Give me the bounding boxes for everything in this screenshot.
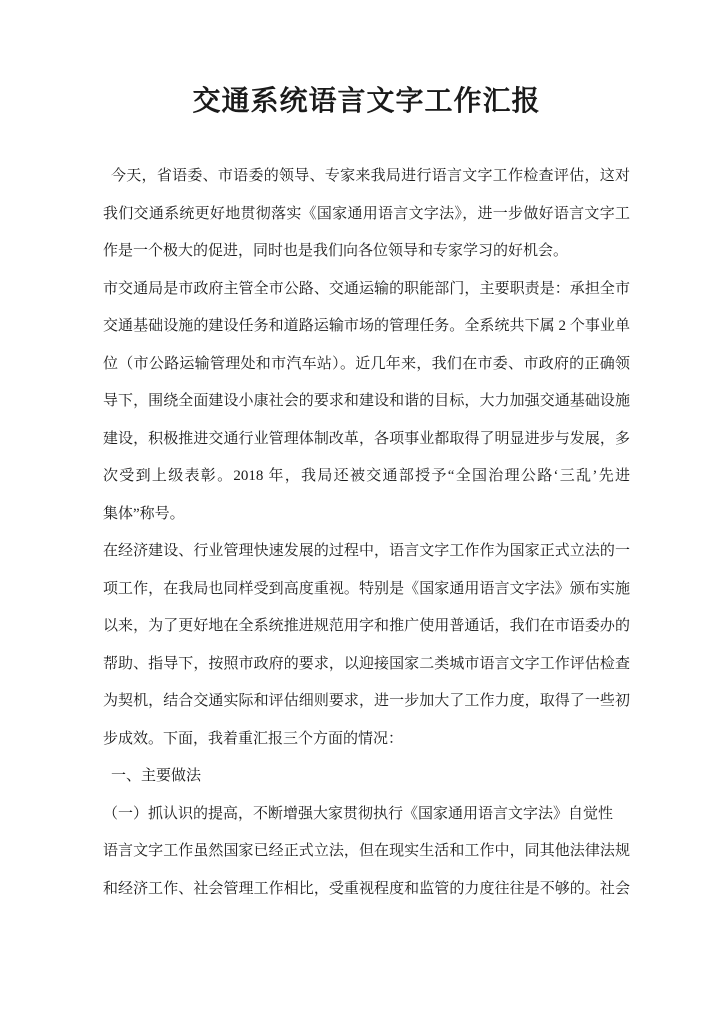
subsection-heading: （一）抓认识的提高，不断增强大家贯彻执行《国家通用语言文字法》自觉性 (103, 805, 614, 822)
body-line: 次受到上级表彰。2018 年，我局还被交通部授予“全国治理公路‘三乱’先进 (103, 468, 630, 484)
body-line: 帮助、指导下，按照市政府的要求，以迎接国家二类城市语言文字工作评估检查 (103, 655, 630, 672)
body-line: 步成效。下面，我着重汇报三个方面的情况： (103, 730, 404, 747)
body-line: 项工作，在我局也同样受到高度重视。特别是《国家通用语言文字法》颁布实施 (103, 580, 630, 597)
body-line: 作是一个极大的促进，同时也是我们向各位领导和专家学习的好机会。 (103, 243, 569, 259)
body-line: 集体”称号。 (103, 505, 185, 522)
body-line: 交通基础设施的建设任务和道路运输市场的管理任务。全系统共下属 2 个事业单 (103, 318, 630, 334)
section-heading: 一、主要做法 (111, 768, 202, 784)
body-line: 导下，围绕全面建设小康社会的要求和建设和谐的目标，大力加强交通基础设施 (103, 393, 630, 409)
body-line: 为契机，结合交通实际和评估细则要求，进一步加大了工作力度，取得了一些初 (103, 693, 630, 709)
body-line: 以来，为了更好地在全系统推进规范用字和推广使用普通话，我们在市语委办的 (103, 618, 630, 634)
document-title: 交通系统语言文字工作汇报 (192, 86, 541, 117)
body-line: 和经济工作、社会管理工作相比，受重视程度和监管的力度往往是不够的。社会 (103, 880, 630, 897)
body-line: 位（市公路运输管理处和市汽车站）。近几年来，我们在市委、市政府的正确领 (103, 355, 630, 372)
body-line: 建设，积极推进交通行业管理体制改革，各项事业都取得了明显进步与发展，多 (103, 430, 630, 447)
body-line: 我们交通系统更好地贯彻落实《国家通用语言文字法》，进一步做好语言文字工 (103, 205, 630, 222)
body-line: 今天，省语委、市语委的领导、专家来我局进行语言文字工作检查评估，这对 (111, 168, 630, 184)
body-line: 语言文字工作虽然国家已经正式立法，但在现实生活和工作中，同其他法律法规 (103, 843, 630, 859)
body-line: 在经济建设、行业管理快速发展的过程中，语言文字工作作为国家正式立法的一 (103, 543, 630, 559)
body-line: 市交通局是市政府主管全市公路、交通运输的职能部门，主要职责是：承担全市 (103, 280, 630, 297)
